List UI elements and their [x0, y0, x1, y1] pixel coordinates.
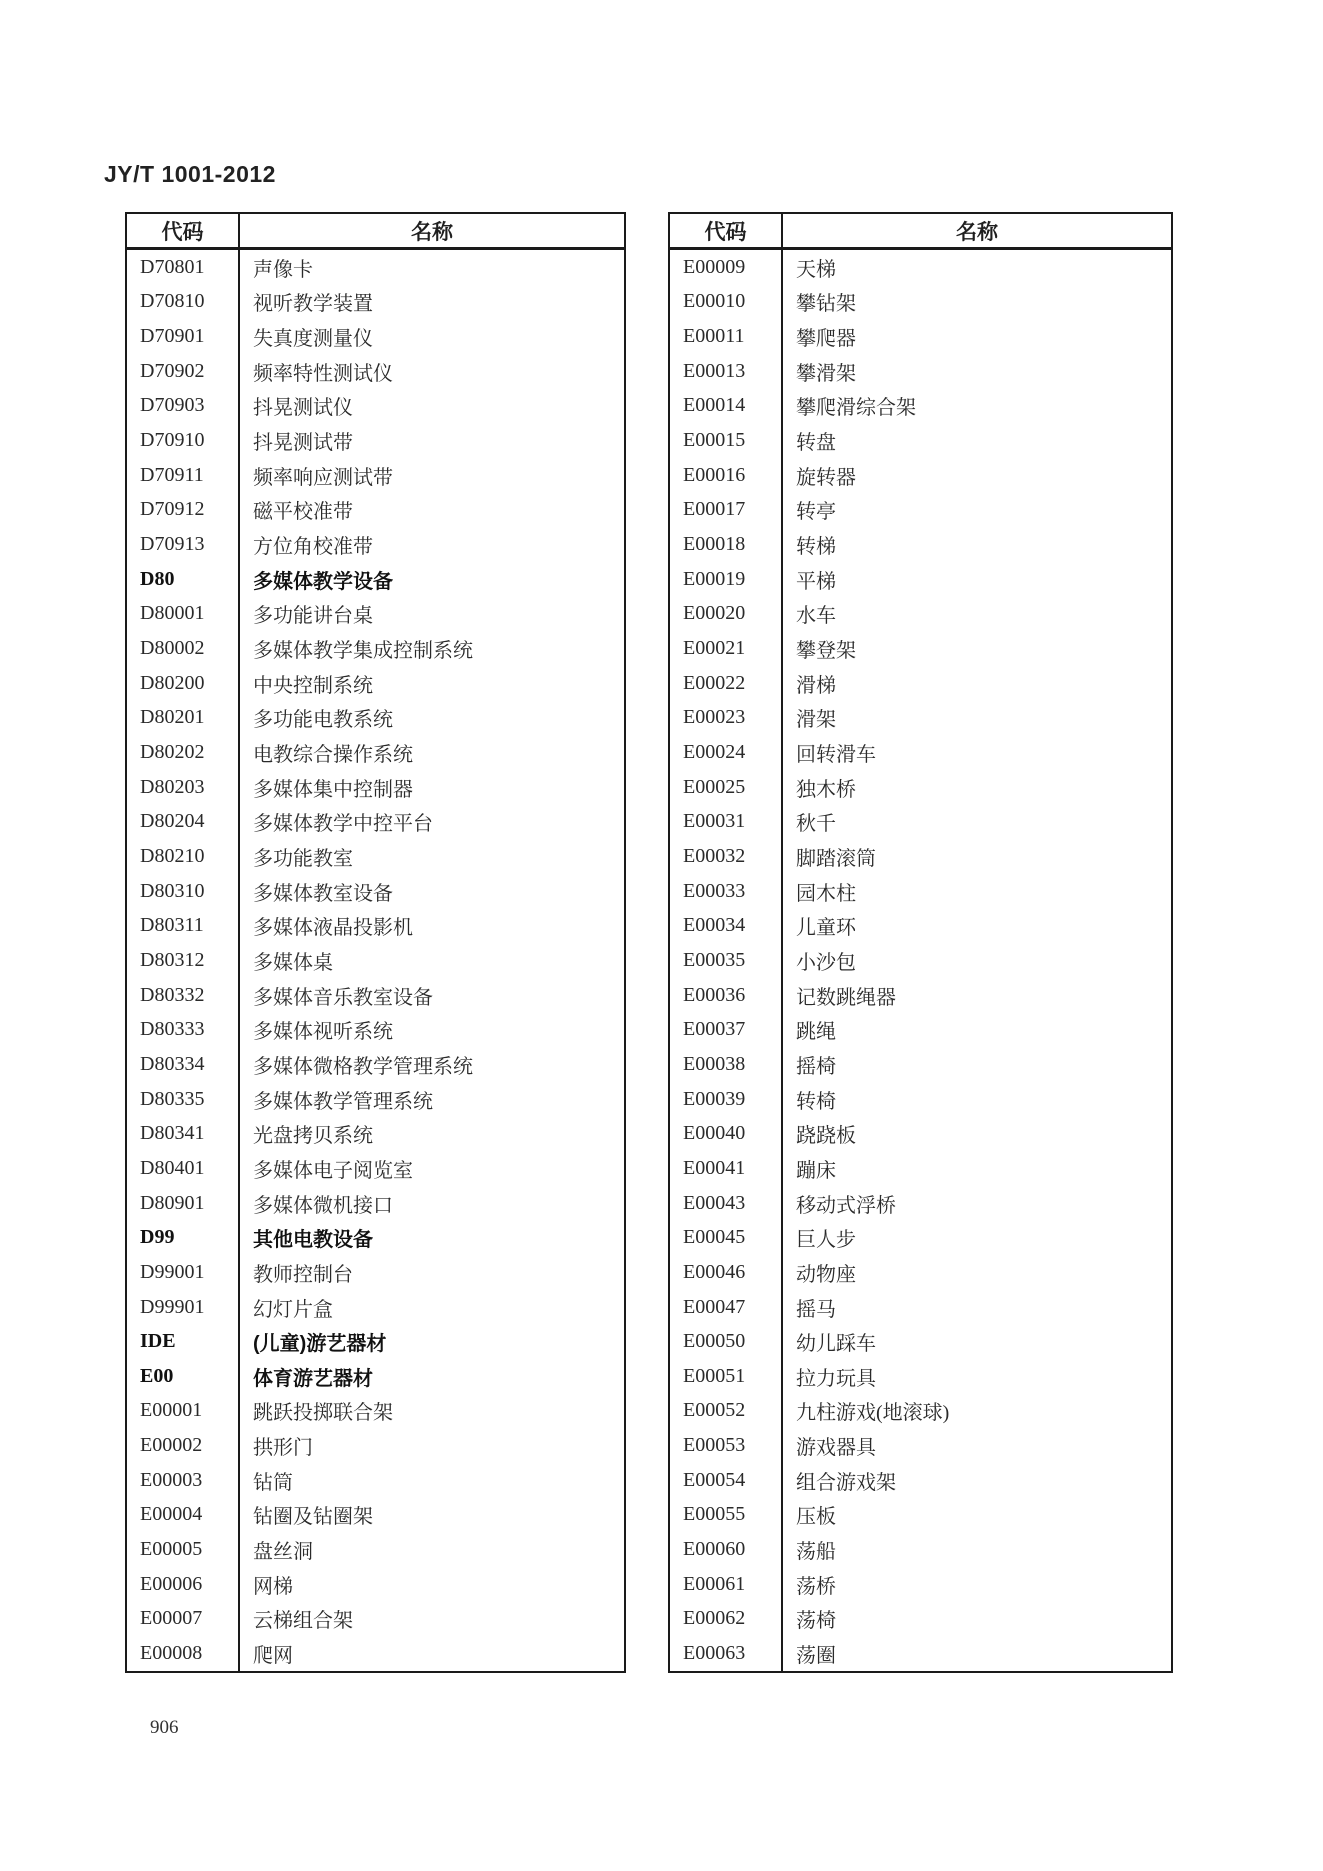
code-cell: E00023: [669, 701, 782, 736]
code-table-right: [668, 212, 1173, 1673]
name-cell: 攀钻架: [796, 293, 856, 316]
table-row: [669, 1394, 1172, 1429]
code-cell: D80335: [126, 1082, 239, 1117]
table-row: [669, 285, 1172, 320]
code-cell: E00060: [669, 1532, 782, 1567]
table-row: [126, 1359, 625, 1394]
name-cell: 天梯: [796, 258, 836, 281]
table-row: [126, 1151, 625, 1186]
code-cell: E00036: [669, 978, 782, 1013]
name-cell: 攀爬滑综合架: [796, 397, 916, 420]
code-cell: E00020: [669, 597, 782, 632]
table-row: [126, 1220, 625, 1255]
code-cell: E00063: [669, 1636, 782, 1672]
name-cell: 视听教学装置: [253, 293, 373, 316]
name-cell: 游戏器具: [796, 1437, 876, 1460]
code-cell: E00043: [669, 1186, 782, 1221]
name-cell: 荡椅: [796, 1610, 836, 1633]
code-cell: E00008: [126, 1636, 239, 1672]
name-cell: 儿童环: [796, 917, 856, 940]
name-cell: 动物座: [796, 1263, 856, 1286]
code-cell: E00062: [669, 1602, 782, 1637]
table-row: [126, 1636, 625, 1672]
column-header-code: 代码: [669, 213, 782, 249]
name-cell: 多媒体微格教学管理系统: [253, 1055, 473, 1078]
name-cell: 记数跳绳器: [796, 986, 896, 1009]
table-row: [669, 1186, 1172, 1221]
code-cell: E00018: [669, 527, 782, 562]
code-cell: E00031: [669, 805, 782, 840]
name-cell: 九柱游戏(地滚球): [796, 1402, 950, 1425]
name-cell: 巨人步: [796, 1229, 856, 1252]
name-cell: 频率特性测试仪: [253, 362, 393, 385]
code-cell: E00: [126, 1359, 239, 1394]
table-row: [126, 1463, 625, 1498]
code-cell: E00003: [126, 1463, 239, 1498]
code-cell: E00015: [669, 423, 782, 458]
code-cell: D80341: [126, 1116, 239, 1151]
table-row: [126, 1567, 625, 1602]
name-cell: 多媒体电子阅览室: [253, 1159, 413, 1182]
table-row: [669, 874, 1172, 909]
name-cell: 滑梯: [796, 674, 836, 697]
table-row: [126, 493, 625, 528]
code-cell: IDE: [126, 1324, 239, 1359]
name-cell: 电教综合操作系统: [253, 744, 413, 767]
table-row: [669, 1012, 1172, 1047]
name-cell: 多媒体微机接口: [253, 1194, 393, 1217]
table-row: [126, 423, 625, 458]
name-cell: 爬网: [253, 1645, 293, 1668]
name-cell: 多媒体教学集成控制系统: [253, 640, 473, 663]
code-cell: E00034: [669, 908, 782, 943]
table-row: [669, 770, 1172, 805]
code-cell: D80204: [126, 805, 239, 840]
name-cell: 回转滑车: [796, 744, 876, 767]
table-row: [126, 978, 625, 1013]
name-cell: 转椅: [796, 1090, 836, 1113]
code-cell: D80001: [126, 597, 239, 632]
table-row: [669, 805, 1172, 840]
code-cell: E00047: [669, 1290, 782, 1325]
table-row: [669, 1324, 1172, 1359]
code-cell: E00054: [669, 1463, 782, 1498]
table-row: [126, 631, 625, 666]
code-cell: D80333: [126, 1012, 239, 1047]
code-cell: E00032: [669, 839, 782, 874]
code-cell: E00013: [669, 354, 782, 389]
table-row: [126, 1324, 625, 1359]
name-cell: 体育游艺器材: [253, 1367, 373, 1390]
table-row: [126, 527, 625, 562]
name-cell: 摇椅: [796, 1055, 836, 1078]
code-cell: E00051: [669, 1359, 782, 1394]
code-cell: E00025: [669, 770, 782, 805]
name-cell: 钻圈及钻圈架: [253, 1506, 373, 1529]
name-cell: 多媒体教学管理系统: [253, 1090, 433, 1113]
name-cell: 多媒体教学设备: [253, 570, 393, 593]
table-row: [126, 1428, 625, 1463]
table-row: [669, 597, 1172, 632]
code-cell: E00052: [669, 1394, 782, 1429]
code-cell: D80210: [126, 839, 239, 874]
name-cell: 云梯组合架: [253, 1610, 353, 1633]
table-row: [669, 1255, 1172, 1290]
code-cell: D80310: [126, 874, 239, 909]
code-cell: E00037: [669, 1012, 782, 1047]
table-row: [126, 1082, 625, 1117]
name-cell: 中央控制系统: [253, 674, 373, 697]
table-row: [669, 1116, 1172, 1151]
code-cell: D70810: [126, 285, 239, 320]
table-row: [669, 423, 1172, 458]
name-cell: 钻筒: [253, 1471, 293, 1494]
name-cell: 园木柱: [796, 882, 856, 905]
table-row: [126, 458, 625, 493]
code-cell: E00050: [669, 1324, 782, 1359]
name-cell: 荡桥: [796, 1575, 836, 1598]
name-cell: 方位角校准带: [253, 536, 373, 559]
table-row: [126, 874, 625, 909]
code-cell: E00004: [126, 1498, 239, 1533]
code-cell: E00038: [669, 1047, 782, 1082]
name-cell: 多媒体集中控制器: [253, 778, 413, 801]
code-cell: E00046: [669, 1255, 782, 1290]
table-row: [669, 978, 1172, 1013]
name-cell: 滑架: [796, 709, 836, 732]
code-cell: E00033: [669, 874, 782, 909]
code-cell: E00061: [669, 1567, 782, 1602]
code-cell: E00001: [126, 1394, 239, 1429]
table-row: [126, 1602, 625, 1637]
name-cell: 多媒体液晶投影机: [253, 917, 413, 940]
table-row: [669, 1532, 1172, 1567]
table-row: [126, 1186, 625, 1221]
table-row: [126, 908, 625, 943]
table-row: [126, 285, 625, 320]
table-body: [126, 249, 625, 1672]
name-cell: 脚踏滚筒: [796, 847, 876, 870]
name-cell: 旋转器: [796, 466, 856, 489]
name-cell: 跳绳: [796, 1021, 836, 1044]
name-cell: 压板: [796, 1506, 836, 1529]
table-row: [126, 943, 625, 978]
table-row: [669, 701, 1172, 736]
name-cell: 转亭: [796, 501, 836, 524]
name-cell: 幼儿踩车: [796, 1333, 876, 1356]
name-cell: 网梯: [253, 1575, 293, 1598]
code-cell: E00024: [669, 735, 782, 770]
name-cell: 多媒体教室设备: [253, 882, 393, 905]
name-cell: 跷跷板: [796, 1125, 856, 1148]
table-row: [126, 1290, 625, 1325]
table-row: [669, 839, 1172, 874]
table-row: [126, 319, 625, 354]
table-row: [669, 1567, 1172, 1602]
table-head: [126, 213, 625, 249]
code-cell: D80: [126, 562, 239, 597]
table-row: [126, 1394, 625, 1429]
table-row: [669, 389, 1172, 424]
name-cell: 攀爬器: [796, 328, 856, 351]
code-cell: E00022: [669, 666, 782, 701]
code-table-left: [125, 212, 626, 1673]
table-row: [669, 735, 1172, 770]
table-row: [669, 1151, 1172, 1186]
name-cell: 磁平校准带: [253, 501, 353, 524]
table-row: [126, 701, 625, 736]
table-row: [669, 1220, 1172, 1255]
name-cell: 多媒体音乐教室设备: [253, 986, 433, 1009]
table-row: [669, 1359, 1172, 1394]
column-header-name: 名称: [239, 213, 625, 249]
code-cell: D70911: [126, 458, 239, 493]
table-row: [669, 1047, 1172, 1082]
header-row: [669, 213, 1172, 249]
page-number: 906: [150, 1717, 179, 1738]
name-cell: 秋千: [796, 813, 836, 836]
table-row: [669, 527, 1172, 562]
header-row: [126, 213, 625, 249]
code-cell: D70902: [126, 354, 239, 389]
table-body: [669, 249, 1172, 1672]
column-header-name: 名称: [782, 213, 1172, 249]
code-cell: D80203: [126, 770, 239, 805]
name-cell: 教师控制台: [253, 1263, 353, 1286]
table-row: [669, 493, 1172, 528]
table-row: [669, 943, 1172, 978]
table-row: [669, 458, 1172, 493]
table-row: [669, 1602, 1172, 1637]
table-row: [669, 908, 1172, 943]
name-cell: 转梯: [796, 536, 836, 559]
table-row: [669, 249, 1172, 285]
code-cell: D80201: [126, 701, 239, 736]
name-cell: 跳跃投掷联合架: [253, 1402, 393, 1425]
code-cell: E00006: [126, 1567, 239, 1602]
table-row: [126, 249, 625, 285]
code-cell: E00017: [669, 493, 782, 528]
name-cell: 声像卡: [253, 258, 313, 281]
name-cell: 多功能教室: [253, 847, 353, 870]
standard-number: JY/T 1001-2012: [104, 161, 276, 187]
table-row: [126, 1116, 625, 1151]
name-cell: 摇马: [796, 1298, 836, 1321]
name-cell: 小沙包: [796, 951, 856, 974]
table-row: [669, 1498, 1172, 1533]
code-cell: D70910: [126, 423, 239, 458]
name-cell: 多功能讲台桌: [253, 605, 373, 628]
code-cell: D80312: [126, 943, 239, 978]
table-row: [126, 735, 625, 770]
code-cell: D70901: [126, 319, 239, 354]
table-row: [669, 631, 1172, 666]
table-row: [669, 319, 1172, 354]
name-cell: 独木桥: [796, 778, 856, 801]
table-row: [126, 597, 625, 632]
name-cell: 多功能电教系统: [253, 709, 393, 732]
code-cell: D70801: [126, 249, 239, 285]
code-cell: E00039: [669, 1082, 782, 1117]
name-cell: 攀滑架: [796, 362, 856, 385]
table-row: [126, 1498, 625, 1533]
name-cell: 移动式浮桥: [796, 1194, 896, 1217]
name-cell: 光盘拷贝系统: [253, 1125, 373, 1148]
name-cell: 抖晃测试带: [253, 432, 353, 455]
table-row: [126, 1047, 625, 1082]
code-cell: D70913: [126, 527, 239, 562]
code-cell: D80334: [126, 1047, 239, 1082]
code-cell: E00041: [669, 1151, 782, 1186]
table-row: [126, 805, 625, 840]
table-row: [669, 1428, 1172, 1463]
name-cell: 蹦床: [796, 1159, 836, 1182]
code-cell: E00053: [669, 1428, 782, 1463]
code-cell: E00009: [669, 249, 782, 285]
code-cell: E00035: [669, 943, 782, 978]
name-cell: 拱形门: [253, 1437, 313, 1460]
name-cell: 失真度测量仪: [253, 328, 373, 351]
name-cell: 抖晃测试仪: [253, 397, 353, 420]
code-cell: E00005: [126, 1532, 239, 1567]
name-cell: 幻灯片盒: [253, 1298, 333, 1321]
name-cell: 水车: [796, 605, 836, 628]
name-cell: (儿童)游艺器材: [253, 1333, 387, 1356]
table-row: [126, 1255, 625, 1290]
code-cell: E00021: [669, 631, 782, 666]
code-cell: E00019: [669, 562, 782, 597]
table-row: [126, 1532, 625, 1567]
name-cell: 转盘: [796, 432, 836, 455]
code-cell: D70912: [126, 493, 239, 528]
table-row: [669, 1290, 1172, 1325]
table-row: [126, 666, 625, 701]
table-row: [126, 770, 625, 805]
code-cell: D80200: [126, 666, 239, 701]
table-row: [126, 389, 625, 424]
code-cell: E00007: [126, 1602, 239, 1637]
column-header-code: 代码: [126, 213, 239, 249]
table-row: [669, 1636, 1172, 1672]
code-cell: E00040: [669, 1116, 782, 1151]
code-cell: D80202: [126, 735, 239, 770]
table-row: [669, 666, 1172, 701]
code-cell: D70903: [126, 389, 239, 424]
code-cell: E00055: [669, 1498, 782, 1533]
code-cell: D80332: [126, 978, 239, 1013]
table-row: [126, 1012, 625, 1047]
code-cell: D99001: [126, 1255, 239, 1290]
table-row: [126, 562, 625, 597]
name-cell: 多媒体桌: [253, 951, 333, 974]
name-cell: 拉力玩具: [796, 1367, 876, 1390]
table-head: [669, 213, 1172, 249]
name-cell: 频率响应测试带: [253, 466, 393, 489]
table-row: [669, 1463, 1172, 1498]
name-cell: 其他电教设备: [253, 1229, 373, 1252]
code-cell: D80002: [126, 631, 239, 666]
code-cell: E00010: [669, 285, 782, 320]
name-cell: 多媒体教学中控平台: [253, 813, 433, 836]
code-cell: E00014: [669, 389, 782, 424]
name-cell: 平梯: [796, 570, 836, 593]
code-cell: D80311: [126, 908, 239, 943]
table-row: [126, 839, 625, 874]
name-cell: 盘丝洞: [253, 1541, 313, 1564]
code-cell: D99901: [126, 1290, 239, 1325]
name-cell: 多媒体视听系统: [253, 1021, 393, 1044]
name-cell: 荡船: [796, 1541, 836, 1564]
table-row: [669, 354, 1172, 389]
code-cell: D80401: [126, 1151, 239, 1186]
table-row: [669, 1082, 1172, 1117]
code-cell: E00002: [126, 1428, 239, 1463]
table-row: [126, 354, 625, 389]
name-cell: 攀登架: [796, 640, 856, 663]
code-cell: E00016: [669, 458, 782, 493]
code-cell: E00011: [669, 319, 782, 354]
code-cell: E00045: [669, 1220, 782, 1255]
name-cell: 组合游戏架: [796, 1471, 896, 1494]
code-cell: D80901: [126, 1186, 239, 1221]
name-cell: 荡圈: [796, 1645, 836, 1668]
table-row: [669, 562, 1172, 597]
code-cell: D99: [126, 1220, 239, 1255]
